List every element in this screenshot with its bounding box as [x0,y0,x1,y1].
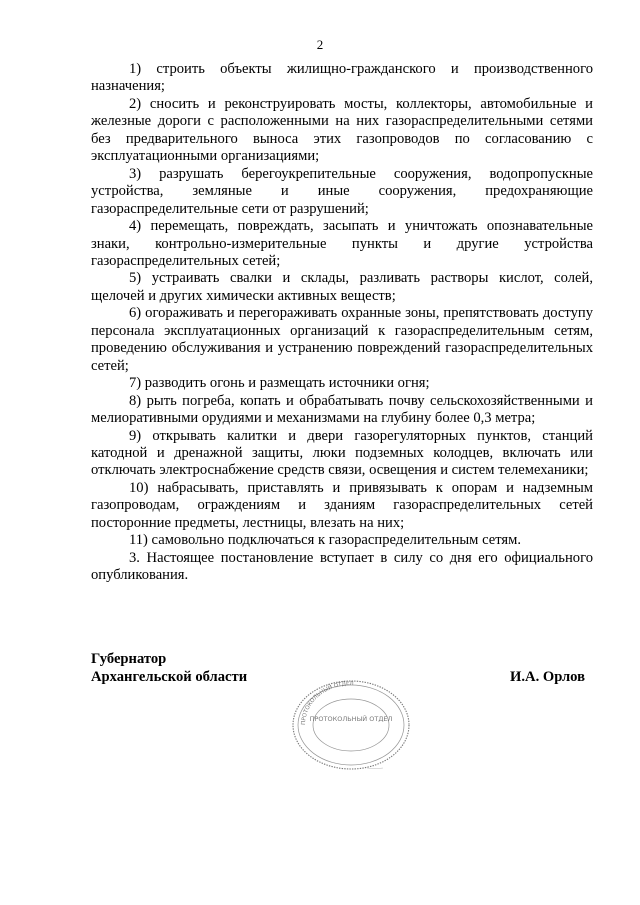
page-number: 2 [316,37,324,52]
list-item: 6) огораживать и перегораживать охранные зоны, препятствовать доступу персонала эксплуатационных организаций к газораспределительным сетям, проведению обслуживания и устранению повреждений газораспределительных сетей; [91,305,593,374]
final-clause: 3. Настоящее постановление вступает в силу со дня его официального опубликования. [91,549,593,584]
official-stamp [283,678,419,772]
list-item: 8) рыть погреба, копать и обрабатывать почву сельскохозяйственными и мелиоративными орудиями и механизмами на глубину более 0,3 метра; [91,392,593,427]
stamp-ring-text: ПРОТОКОЛЬНЫЙ ОТДЕЛ [300,680,354,726]
signatory-position: Губернатор [91,651,167,667]
list-item: 10) набрасывать, приставлять и привязывать к опорам и надземным газопроводам, ограждениям и зданиям газораспределительных сетей посторонние предметы, лестницы, влезать на них; [91,479,593,531]
list-item: 5) устраивать свалки и склады, разливать растворы кислот, солей, щелочей и других химически активных веществ; [91,270,593,304]
list-item: 9) открывать калитки и двери газорегуляторных пунктов, станций катодной и дренажной защиты, люки подземных колодцев, включать или отключать электроснабжение средств связи, освещения и систем телемеханики; [91,427,593,479]
list-item: 11) самовольно подключаться к газораспределительным сетям. [129,532,521,549]
signatory-name: И.А. Орлов [510,669,585,685]
list-item: 3) разрушать берегоукрепительные сооружения, водопропускные устройства, земляные и иные сооружения, предохраняющие газораспределительные сети от разрушений; [91,165,593,217]
document-body [91,61,593,585]
list-item: 4) перемещать, повреждать, засыпать и уничтожать опознавательные знаки, контрольно-измерительные пункты и другие устройства газораспределительных сетей; [91,218,593,269]
stamp-center-text: ПРОТОКОЛЬНЫЙ ОТДЕЛ [309,715,393,723]
signatory-region: Архангельской области [91,669,248,685]
list-item: 2) сносить и реконструировать мосты, коллекторы, автомобильные и железные дороги с расположенными на них газораспределительными сетями без предварительного выноса этих газопроводов по согласованию с эксплуатационными организациями; [91,95,593,165]
list-item: 7) разводить огонь и размещать источники огня; [129,375,430,392]
list-item: 1) строить объекты жилищно-гражданского и производственного назначения; [91,61,593,95]
